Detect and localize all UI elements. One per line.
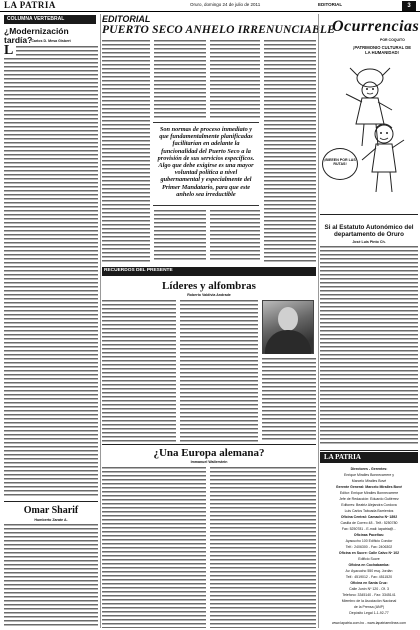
staff-line: Oficina en Cochabamba:	[348, 563, 390, 567]
masthead: LA PATRIA	[4, 0, 56, 10]
staff-line: Ayacucho 100 Edificio Condor	[345, 539, 393, 543]
staff-line: Av. Ayacucho 550 esq. Jordán	[345, 569, 393, 573]
column-rule-1	[100, 14, 101, 628]
editorial-title: PUERTO SECO ANHELO IRRENUNCIABLE	[102, 24, 335, 36]
left-headline: ¿Modernización tardía?	[4, 26, 69, 45]
speech-bubble: ¡BIEEEN POR LAS RUTAS!	[322, 148, 358, 180]
staff-line: Telefono: 3345140 - Fax: 3345141	[342, 593, 396, 597]
staff-line: Directores - Gerentes:	[350, 467, 388, 471]
right-headline: Si al Estatuto Autonómico del departamento de Oruro	[324, 224, 414, 238]
cartoon-caption: ¡PATRIMONIO CULTURAL DE LA HUMANIDAD!	[352, 45, 412, 55]
staff-line: Editor: Enrique Miralles Bonnecarrere	[339, 491, 399, 495]
omar-headline: Omar Sharif	[23, 505, 79, 516]
europa-headline: ¿Una Europa alemana?	[153, 447, 265, 459]
staff-line: Telf.: 4519012 - Fax: 4511520	[345, 575, 393, 579]
staff-line: Calle Junín Nº 120 - Of. 3	[349, 587, 389, 591]
europa-divider	[102, 444, 316, 445]
staff-line: Enrique Miralles Bonnecarrere y	[344, 473, 394, 477]
staff-line: Miembro de la Asociación Nacional	[341, 599, 397, 603]
dateline: Oruro, domingo 24 de julio de 2011	[190, 2, 261, 7]
staff-line: Luis Carlos Taboada Barrientos	[344, 509, 394, 513]
author-photo-face	[278, 307, 298, 331]
staff-line: Oficina Central: Camacho Nº 1892	[340, 515, 398, 519]
staff-line: Oficina en Sucre: Calle Calvo Nº 102	[338, 551, 400, 555]
column-rule-2	[318, 14, 319, 628]
recuerdos-label: RECUERDOS DEL PRESENTE	[104, 268, 173, 273]
page-number: 3	[402, 1, 416, 11]
staff-line: Edificio Sucre	[358, 557, 380, 561]
europa-body-col-1	[102, 467, 206, 628]
left-divider	[4, 501, 98, 502]
editorial-body-col-3-bottom	[210, 210, 260, 262]
cartoon-logo: Ocurrencias	[332, 18, 420, 35]
column-tag: COLUMNA VERTEBRAL	[4, 15, 96, 24]
europa-byline: Immanuel Wallerstein	[190, 460, 228, 464]
staff-line: Marcelo Miralles Bové	[351, 479, 387, 483]
europa-body-col-2	[210, 467, 316, 628]
lideres-body-col-1	[102, 300, 176, 442]
staff-line: de la Prensa (ANP)	[353, 605, 385, 609]
section-name: EDITORIAL	[318, 2, 343, 7]
editorial-body-col-1	[102, 40, 150, 262]
dropcap: L	[4, 43, 14, 58]
staff-line: Depósito Legal 1-1-92-77	[349, 611, 389, 615]
staff-line: Oficina en Santa Cruz:	[350, 581, 388, 585]
website: www.lapatria.com.bo - www.lapatriaenlinea.com	[331, 621, 407, 625]
lideres-headline: Líderes y alfombras	[162, 280, 256, 292]
omar-article-body	[4, 524, 98, 627]
staff-line: Gerente General: Marcelo Miralles Bové	[335, 485, 403, 489]
lideres-byline: Roberto Valdivia Andrade	[187, 293, 231, 297]
left-article-body-a	[16, 46, 98, 58]
omar-byline: Humberto Zarate A.	[34, 518, 68, 522]
editorial-body-col-2-bottom	[154, 210, 206, 262]
cartoon-author: POR COQUITO	[380, 38, 405, 42]
editorial-body-col-4	[264, 40, 316, 262]
left-byline: Carlos D. Mesa Gisbert	[31, 39, 71, 43]
staff-line: Oficinas Paceñas:	[353, 533, 385, 537]
pull-quote: Son normas de proceso inmediato y que fundamentalmente planificadas facilitarían en adelante la funcionalidad del Puerto Seco a la provisión de sus servicios específicos. Algo que debe exigirse es una mayor voluntad política a nivel gubernamental y especialmente del Primer Mandatario, para que este anhelo sea irreductible	[153, 122, 259, 206]
right-byline: José Luis Pinto Ch.	[352, 240, 386, 244]
staff-line: Casilla de Correo 48 - Telf.: 5250780	[340, 521, 398, 525]
right-article-body	[320, 246, 418, 446]
editorial-body-col-3-top	[210, 40, 260, 120]
staff-line: Telf.: 2406300 - Fax: 2406302	[345, 545, 393, 549]
lideres-body-col-3	[262, 358, 316, 442]
editorial-body-col-2-top	[154, 40, 206, 120]
cartoon-second-figure	[356, 120, 410, 196]
staff-line: Editores: Beatriz Alejandra Cordova	[341, 503, 397, 507]
editorial-tag: EDITORIAL	[102, 14, 151, 24]
left-article-body-b	[4, 58, 98, 498]
staff-line: Jefe de Redacción: Eduardo Gutiérrez	[339, 497, 399, 501]
staff-head: LA PATRIA	[320, 452, 418, 463]
right-divider	[320, 214, 418, 215]
lideres-body-col-2	[180, 300, 258, 442]
staff-line: Fax: 5250781 - E-mail: lapatria@...	[341, 527, 397, 531]
